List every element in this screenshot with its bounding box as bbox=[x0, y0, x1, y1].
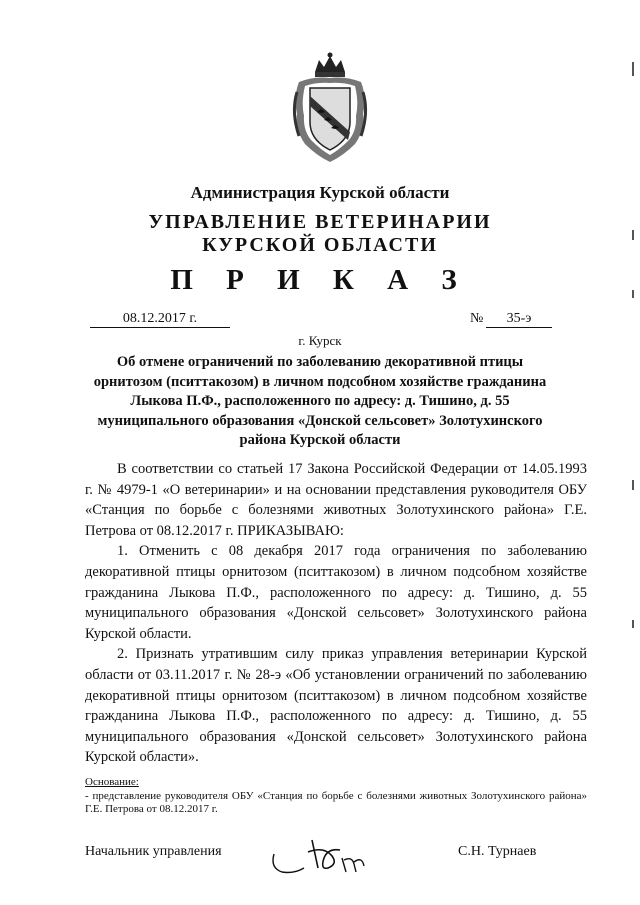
basis-section bbox=[85, 776, 587, 817]
scan-edge-mark bbox=[632, 62, 634, 76]
scan-edge-mark bbox=[632, 480, 634, 490]
body-paragraph-item-2: 2. Признать утратившим силу приказ управления ветеринарии Курской области от 03.11.2017 г. № 28-э «Об установлении ограничений по заболеванию декоративной птицы орнитозом (пситтакозом) в личном подсобном хозяйстве гражданина Лыкова П.Ф., расположенного по адресу: д. Тишино, д. 55 муниципального образования «Донской сельсовет» Золотухинского района Курской области». bbox=[85, 646, 587, 766]
basis-text: - представление руководителя ОБУ «Станция по борьбе с болезнями животных Золотухинского района» Г.Е. Петрова от 08.12.2017 г. bbox=[85, 789, 587, 815]
department-name bbox=[0, 211, 640, 257]
coat-of-arms-icon bbox=[291, 52, 369, 164]
administration-name: Администрация Курской области bbox=[190, 183, 450, 202]
document-type: П Р И К А З bbox=[170, 264, 470, 296]
body-paragraph-preamble: В соответствии со статьей 17 Закона Российской Федерации от 14.05.1993 г. № 4979-1 «О ветеринарии» и на основании представления руководителя ОБУ «Станция по борьбе с болезнями животных Золотухинского района» Г.Е. Петрова от 08.12.2017 г. ПРИКАЗЫВАЮ: bbox=[85, 461, 587, 539]
body-paragraph-item-1: 1. Отменить с 08 декабря 2017 года ограничения по заболеванию декоративной птицы орнитозом (пситтакозом) в личном подсобном хозяйстве гражданина Лыкова П.Ф., расположенного по адресу: д. Тишино, д. 55 муниципального образования «Донской сельсовет» Золотухинского района Курской области. bbox=[85, 543, 587, 642]
scan-edge-mark bbox=[632, 230, 634, 240]
department-name-line2: КУРСКОЙ ОБЛАСТИ bbox=[202, 234, 438, 256]
order-number: 35-э bbox=[486, 311, 552, 328]
signature-mark bbox=[268, 828, 378, 876]
signatory-position: Начальник управления bbox=[85, 844, 222, 859]
department-name-line1: УПРАВЛЕНИЕ ВЕТЕРИНАРИИ bbox=[148, 211, 492, 233]
signatory-name: С.Н. Турнаев bbox=[458, 844, 537, 859]
order-number-label: № bbox=[470, 311, 484, 326]
basis-title: Основание: bbox=[85, 776, 139, 788]
order-date: 08.12.2017 г. bbox=[90, 311, 230, 328]
city: г. Курск bbox=[298, 333, 342, 348]
order-body bbox=[85, 459, 587, 768]
scan-edge-mark bbox=[632, 620, 634, 628]
order-title: Об отмене ограничений по заболеванию декоративной птицы орнитозом (пситтакозом) в личном подсобном хозяйстве гражданина Лыкова П.Ф., расположенного по адресу: д. Тишино, д. 55 муниципального образования «Донской сельсовет» Золотухинского района Курской области bbox=[93, 354, 547, 448]
scan-edge-mark bbox=[632, 290, 634, 298]
